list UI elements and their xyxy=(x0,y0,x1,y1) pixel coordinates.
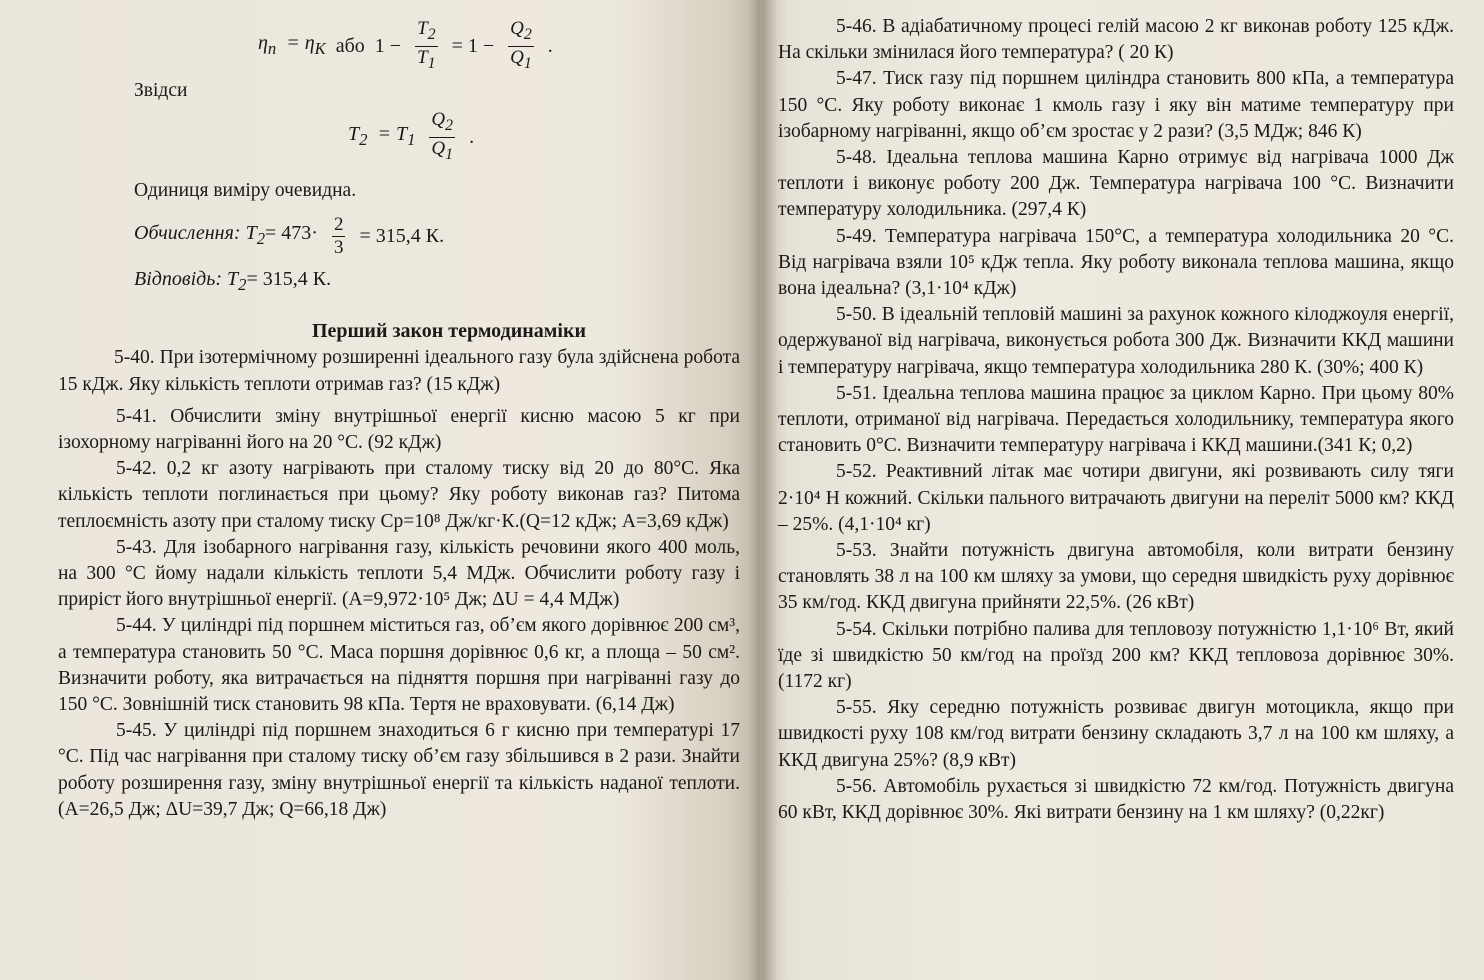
frac-num xyxy=(429,109,455,138)
eq-heat-ratio xyxy=(429,109,455,166)
problem-5-55: 5-55. Яку середню потужність розвиває двигун мотоцикла, якщо при швидкості руху 108 км/год витрати бензину складають 3,7 л на 100 км шляху, а ККД двигуна 25%? (8,9 кВт) xyxy=(778,697,1454,771)
calc-text xyxy=(134,218,318,254)
frac-sub: 1 xyxy=(427,54,436,72)
problem-5-52: 5-52. Реактивний літак має чотири двигуни, які розвивають силу тяги 2·10⁴ Н кожний. Скільки пального витрачають двигуни на переліт 5000 км? ККД – 25%. (4,1·10⁴ кг) xyxy=(778,461,1454,535)
frac-symbol: Q xyxy=(510,17,524,39)
problem-5-41: 5-41. Обчислити зміну внутрішньої енергії кисню масою 5 кг при ізохорному нагріванні його на 20 °С. (92 кДж) xyxy=(58,405,740,454)
eq-subscript: п xyxy=(267,39,277,58)
frac-den xyxy=(415,47,438,75)
frac-symbol: T xyxy=(417,17,428,39)
t2-equation xyxy=(348,104,740,170)
calc-mid: = 473· xyxy=(265,222,318,245)
frac-den: 3 xyxy=(333,236,344,258)
problem-5-53: 5-53. Знайти потужність двигуна автомобіля, коли витрати бензину становлять 38 л на 100 км шляху за умови, що середня швидкість руху дорівнює 35 км/год. ККД двигуна прийняти 22,5%. (26 кВт) xyxy=(778,540,1454,614)
frac-sub: 1 xyxy=(523,54,532,72)
eq-subscript: 2 xyxy=(359,130,368,150)
eq-period: . xyxy=(469,126,475,149)
frac-symbol: Q xyxy=(510,46,524,68)
eq-or-word: або xyxy=(335,35,365,57)
problem-5-43: 5-43. Для ізобарного нагрівання газу, кількість речовини якого 400 моль, на 300 °С йому надали кількість теплоти 5,4 МДж. Обчислити роботу газу і приріст його внутрішньої енергії. (A=9,972·10⁵ Дж; ΔU = 4,4 МДж) xyxy=(58,536,740,611)
eq-eta-k xyxy=(286,28,325,64)
eq-temperature-fraction xyxy=(415,18,438,75)
problem-5-49: 5-49. Температура нагрівача 150°С, а температура холодильника 20 °С. Від нагрівача взяли 10⁵ кДж тепла. Яку роботу виконала теплова машина, якщо вона ідеальна? (3,1·10⁴ кДж) xyxy=(778,225,1454,300)
problem-5-46: 5-46. В адіабатичному процесі гелій масою 2 кг виконав роботу 125 кДж. На скільки змінилася його температура? ( 20 К) xyxy=(778,16,1454,64)
frac-sub: 2 xyxy=(427,25,436,43)
eq-t2 xyxy=(348,119,367,155)
problem-5-50: 5-50. В ідеальній тепловій машині за рахунок кожного кілоджоуля енергії, одержуваної від нагрівача, виконується робота 300 Дж. Визначити ККД машини і температуру нагрівача, якщо температура холодильника 280 К. (30%; 400 К) xyxy=(778,304,1454,378)
eq-one-minus: 1 − xyxy=(374,35,402,57)
problem-5-45: 5-45. У циліндрі під поршнем знаходиться 6 г кисню при температурі 17 °С. Під час нагрівання при сталому тиску об’єм газу збільшився в 2 рази. Знайти роботу розширення газу, зміну внутрішньої енергії та кількість наданої теплоти. (A=26,5 Дж; ΔU=39,7 Дж; Q=66,18 Дж) xyxy=(58,720,740,820)
problem-5-48: 5-48. Ідеальна теплова машина Карно отримує від нагрівача 1000 Дж теплоти і виконує роботу 200 Дж. Температура нагрівача 100 °С. Визначити температуру холодильника. (297,4 К) xyxy=(778,147,1454,221)
frac-symbol: T xyxy=(417,46,428,68)
section-heading: Перший закон термодинаміки xyxy=(311,320,586,343)
frac-num xyxy=(415,18,438,47)
frac-sub: 2 xyxy=(445,116,454,134)
frac-sub: 2 xyxy=(523,25,532,43)
answer-line xyxy=(134,264,740,300)
eq-subscript: 1 xyxy=(407,130,416,150)
carnot-equation xyxy=(258,14,740,78)
eq-subscript: К xyxy=(314,39,326,58)
eq-t1 xyxy=(377,119,415,155)
right-page xyxy=(760,0,1484,980)
problem-5-54: 5-54. Скільки потрібно палива для тепловозу потужністю 1,1·10⁶ Вт, який їде зі швидкістю 50 км/год на проїзд 200 км? ККД тепловоза дорівнює 30%. (1172 кг) xyxy=(778,618,1454,693)
eq-symbol: = T xyxy=(377,123,408,146)
problem-5-42: 5-42. 0,2 кг азоту нагрівають при сталому тиску від 20 до 80°С. Яка кількість теплоти поглинається при цьому? Яку роботу виконав газ? Питома теплоємність азоту при сталому тиску Cp=10⁸ Дж/кг·К.(Q=12 кДж; A=3,69 кДж) xyxy=(58,458,740,532)
frac-den xyxy=(429,138,455,166)
calc-sub: 2 xyxy=(256,229,266,249)
calc-symbol: : T xyxy=(233,222,257,245)
frac-symbol: Q xyxy=(431,137,446,159)
answer-symbol: : T xyxy=(215,268,239,291)
frac-den xyxy=(508,47,534,75)
zvidsy-text: Звідси xyxy=(134,80,188,101)
eq-symbol: T xyxy=(348,123,360,146)
calculation-line xyxy=(134,208,740,264)
problem-5-47: 5-47. Тиск газу під поршнем циліндра становить 800 кПа, а температура 150 °С. Яку роботу виконає 1 кмоль газу і яку він матиме температуру при ізобарному нагріванні, якщо об’єм зростає у 2 рази? (3,5 МДж; 846 К) xyxy=(778,68,1454,142)
calc-label: Обчислення xyxy=(134,222,234,245)
answer-value: = 315,4 К. xyxy=(246,268,332,291)
problem-5-56: 5-56. Автомобіль рухається зі швидкістю 72 км/год. Потужність двигуна 60 кВт, ККД дорівнює 30%. Які витрати бензину на 1 км шляху? (0,22кг) xyxy=(778,775,1454,824)
eq-eta xyxy=(258,28,276,64)
eq-symbol: η xyxy=(258,32,268,54)
problem-5-40: 5-40. При ізотермічному розширенні ідеального газу була здійснена робота 15 кДж. Яку кількість теплоти отримав газ? (15 кДж) xyxy=(58,347,740,395)
eq-symbol: = η xyxy=(286,32,315,54)
problem-5-44: 5-44. У циліндрі під поршнем міститься газ, об’єм якого дорівнює 200 см³, а температура становить 50 °С. Маса поршня дорівнює 0,6 кг, а площа – 50 см². Визначити роботу, яка витрачається на підняття поршня при нагріванні газу до 150 °С. Зовнішній тиск становить 98 кПа. Тертя не враховувати. (6,14 Дж) xyxy=(58,615,740,716)
frac-sub: 1 xyxy=(445,145,454,163)
calc-result: = 315,4 К. xyxy=(359,225,445,248)
calc-fraction xyxy=(332,214,346,259)
unit-line: Одиниця виміру очевидна. xyxy=(134,180,357,202)
frac-symbol: Q xyxy=(431,108,446,130)
frac-num: 2 xyxy=(333,213,344,235)
answer-sub: 2 xyxy=(238,275,247,295)
eq-heat-fraction xyxy=(508,18,534,75)
eq-one-minus-2: = 1 − xyxy=(451,35,495,57)
eq-period: . xyxy=(547,35,553,57)
problem-5-51: 5-51. Ідеальна теплова машина працює за циклом Карно. При цьому 80% теплоти, отриманої від нагрівача. Передається холодильнику, температура якого становить 0°С. Визначити температуру нагрівача і ККД машини.(341 К; 0,2) xyxy=(778,382,1454,457)
frac-num xyxy=(508,18,534,47)
answer-label: Відповідь xyxy=(134,268,216,291)
